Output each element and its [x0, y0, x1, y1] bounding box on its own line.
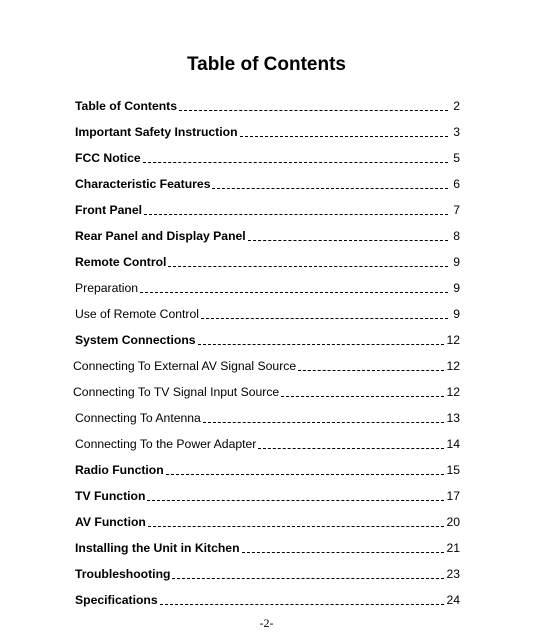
toc-leader-dots: [140, 291, 448, 293]
toc-entry: [73, 384, 460, 400]
toc-entry-page: 7: [453, 203, 460, 217]
toc-entry: [75, 566, 460, 582]
toc-leader-dots: [172, 577, 444, 579]
toc-entry-label: Rear Panel and Display Panel: [75, 229, 246, 243]
toc-entry: [75, 514, 460, 530]
toc-entry-page: 3: [453, 125, 460, 139]
toc-leader-dots: [160, 603, 445, 605]
toc-leader-dots: [258, 447, 444, 449]
toc-entry-label: Connecting To the Power Adapter: [75, 437, 257, 451]
toc-entry-label: Installing the Unit in Kitchen: [75, 541, 240, 555]
toc-entry-page: 12: [446, 333, 460, 347]
toc-entry-label: Connecting To Antenna: [75, 411, 201, 425]
table-of-contents: [0, 92, 533, 612]
page-title: Table of Contents: [186, 54, 347, 75]
toc-entry: [75, 280, 460, 296]
toc-leader-dots: [166, 473, 445, 475]
toc-entry-page: 14: [446, 437, 460, 451]
toc-entry-page: 20: [446, 515, 460, 529]
toc-entry: [75, 436, 460, 452]
toc-entry-label: AV Function: [75, 515, 146, 529]
toc-entry: [75, 228, 460, 244]
toc-entry-page: 8: [453, 229, 460, 243]
toc-leader-dots: [240, 135, 448, 137]
toc-entry-label: Use of Remote Control: [75, 307, 199, 321]
toc-entry-page: 15: [446, 463, 460, 477]
toc-entry: [75, 488, 460, 504]
toc-entry-label: Specifications: [75, 593, 158, 607]
toc-entry: [75, 150, 460, 166]
toc-entry: [75, 254, 460, 270]
toc-entry-page: 9: [453, 281, 460, 295]
toc-entry-label: Preparation: [75, 281, 139, 295]
toc-entry-page: 12: [446, 359, 460, 373]
toc-entry-page: 12: [446, 385, 460, 399]
toc-entry-label: Radio Function: [75, 463, 164, 477]
toc-entry-page: 24: [446, 593, 460, 607]
toc-leader-dots: [201, 317, 448, 319]
toc-leader-dots: [147, 499, 444, 501]
toc-leader-dots: [212, 187, 448, 189]
toc-leader-dots: [168, 265, 448, 267]
toc-entry-label: Connecting To External AV Signal Source: [73, 359, 297, 373]
toc-entry-label: TV Function: [75, 489, 146, 503]
toc-entry-label: Front Panel: [75, 203, 143, 217]
toc-leader-dots: [198, 343, 445, 345]
footer-page-number: -2-: [259, 616, 274, 630]
toc-entry-label: FCC Notice: [75, 151, 141, 165]
toc-entry: [75, 410, 460, 426]
toc-leader-dots: [242, 551, 445, 553]
toc-entry: [75, 202, 460, 218]
toc-entry-page: 9: [453, 307, 460, 321]
toc-leader-dots: [143, 161, 448, 163]
toc-leader-dots: [179, 109, 448, 111]
toc-entry-label: Table of Contents: [75, 99, 178, 113]
toc-entry: [75, 306, 460, 322]
toc-entry-page: 17: [446, 489, 460, 503]
toc-leader-dots: [144, 213, 448, 215]
toc-entry: [75, 462, 460, 478]
toc-leader-dots: [281, 395, 444, 397]
toc-entry-page: 2: [453, 99, 460, 113]
toc-entry-page: 23: [446, 567, 460, 581]
toc-leader-dots: [148, 525, 445, 527]
toc-entry: [75, 124, 460, 140]
toc-entry-page: 6: [453, 177, 460, 191]
toc-entry: [75, 176, 460, 192]
toc-entry: [75, 592, 460, 608]
toc-entry-page: 13: [446, 411, 460, 425]
toc-entry-label: System Connections: [75, 333, 196, 347]
toc-entry-label: Connecting To TV Signal Input Source: [73, 385, 280, 399]
toc-entry: [73, 358, 460, 374]
toc-entry-label: Important Safety Instruction: [75, 125, 238, 139]
toc-entry-label: Characteristic Features: [75, 177, 211, 191]
toc-entry: [75, 332, 460, 348]
toc-leader-dots: [203, 421, 445, 423]
toc-entry-page: 9: [453, 255, 460, 269]
toc-entry-label: Troubleshooting: [75, 567, 171, 581]
toc-leader-dots: [298, 369, 444, 371]
toc-entry-page: 5: [453, 151, 460, 165]
toc-entry: [75, 540, 460, 556]
toc-leader-dots: [248, 239, 448, 241]
toc-entry: [75, 98, 460, 114]
toc-entry-page: 21: [446, 541, 460, 555]
toc-entry-label: Remote Control: [75, 255, 167, 269]
